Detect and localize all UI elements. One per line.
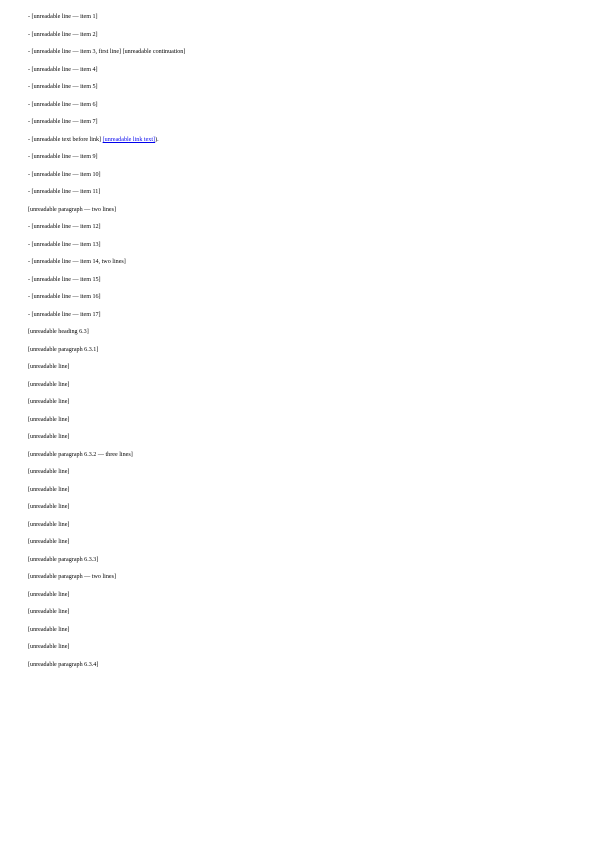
paragraph: - [unreadable line — item 3, first line] [unreadable continuation] [28,49,186,55]
paragraph: - [unreadable line — item 14, two lines] [28,259,126,265]
paragraph: - [unreadable line — item 12] [28,224,101,230]
paragraph-with-link [28,137,561,144]
paragraph: [unreadable line] [28,434,70,440]
paragraph: [unreadable line] [28,591,70,598]
paragraph: [unreadable paragraph — two lines] [28,574,116,580]
paragraph: - [unreadable line — item 1] [28,14,98,20]
paragraph: - [unreadable line — item 13] [28,241,101,248]
paragraph: [unreadable line] [28,521,70,528]
paragraph: - [unreadable line — item 11] [28,189,101,195]
paragraph: [unreadable line] [28,609,70,615]
paragraph: [unreadable line] [28,364,70,370]
paragraph: - [unreadable line — item 17] [28,311,101,318]
paragraph: [unreadable line] [28,486,70,493]
paragraph: [unreadable line] [28,416,70,423]
paragraph: [unreadable line] [28,626,70,633]
paragraph: [unreadable paragraph 6.3.2 — three lines] [28,451,133,458]
paragraph: [unreadable paragraph — two lines] [28,206,116,213]
paragraph: [unreadable line] [28,504,70,510]
link-paragraph-before: - [unreadable text before link] [28,136,103,143]
paragraph: [unreadable paragraph 6.3.3] [28,556,99,563]
paragraph: - [unreadable line — item 5] [28,84,98,90]
paragraph: - [unreadable line — item 15] [28,276,101,283]
paragraph: - [unreadable line — item 16] [28,294,101,300]
paragraph: - [unreadable line — item 6] [28,101,98,108]
paragraph: [unreadable line] [28,399,70,405]
paragraph: [unreadable line] [28,539,70,545]
paragraph: [unreadable paragraph 6.3.4] [28,661,99,668]
link-paragraph-after: ). [155,136,159,143]
paragraph: - [unreadable line — item 2] [28,31,98,38]
paragraph: [unreadable paragraph 6.3.1] [28,346,99,353]
paragraph: [unreadable line] [28,644,70,650]
paragraph: [unreadable line] [28,381,70,388]
paragraph: - [unreadable line — item 4] [28,66,98,73]
paragraph: - [unreadable line — item 9] [28,154,98,160]
paragraph: - [unreadable line — item 10] [28,171,101,178]
section-heading: [unreadable heading 6.3] [28,329,89,335]
paragraph: [unreadable line] [28,469,70,475]
paragraph: - [unreadable line — item 7] [28,119,98,125]
appendix-link[interactable]: [unreadable link text] [102,136,156,143]
